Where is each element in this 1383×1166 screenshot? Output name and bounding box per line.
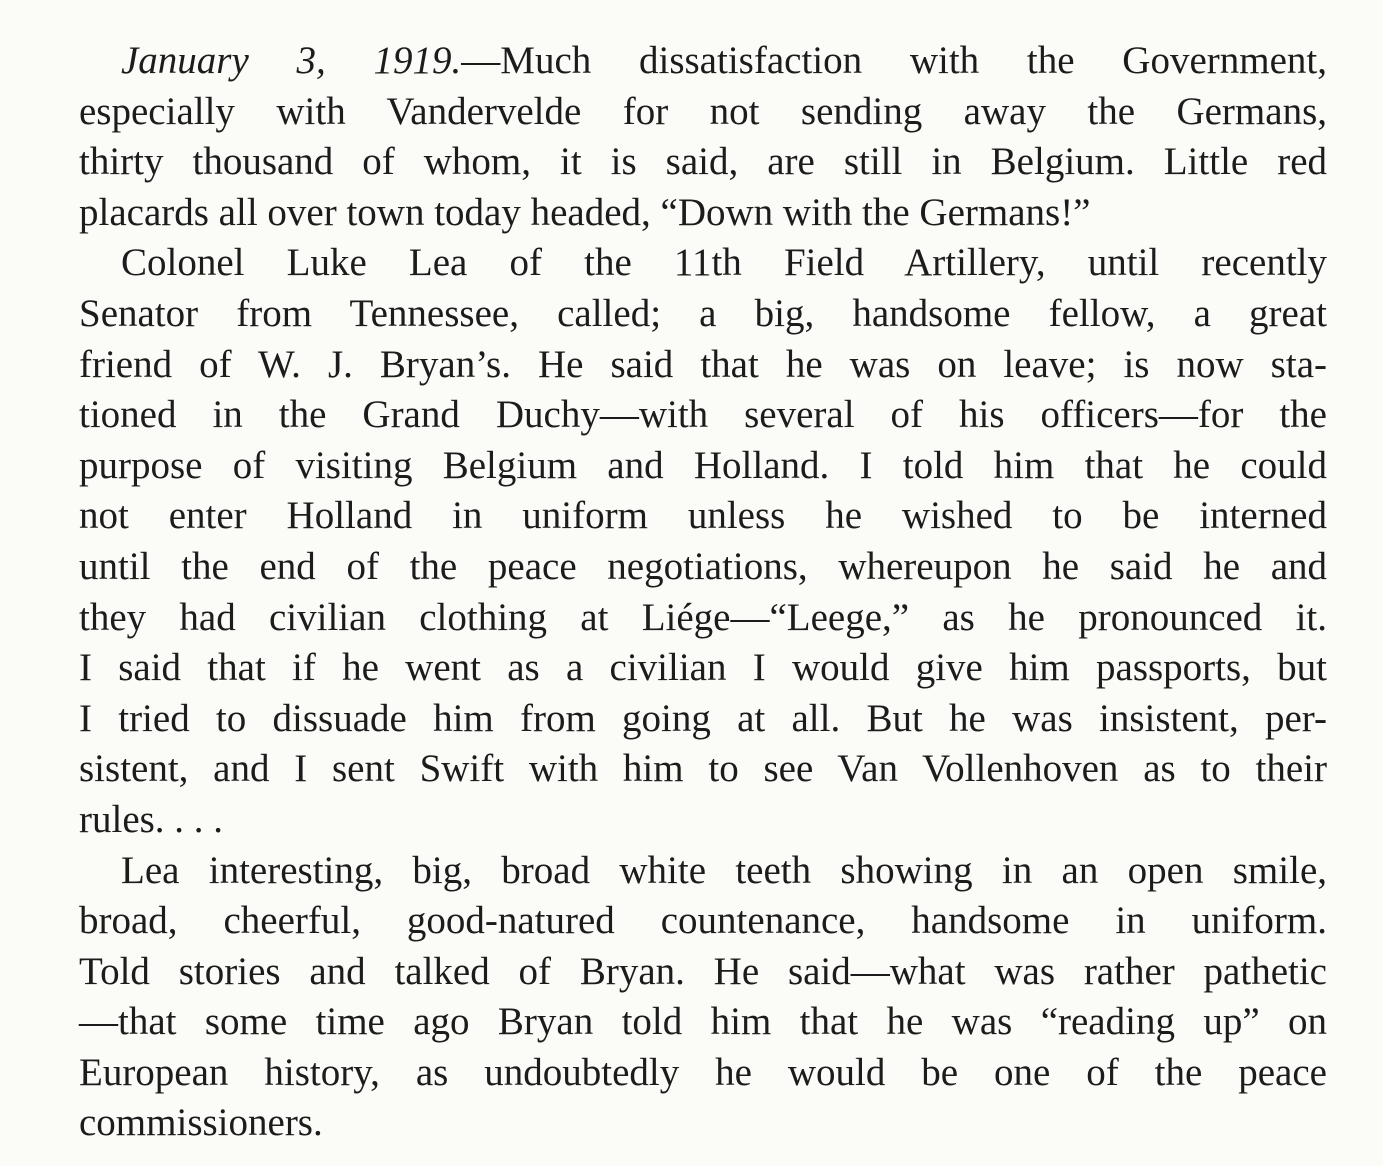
entry-date: January 3, 1919. — [121, 39, 462, 82]
text-line: thirty thousand of whom, it is said, are still in Belgium. Little red — [79, 140, 1327, 184]
paragraph-2 — [79, 238, 1327, 845]
text-line: placards all over town today headed, “Down with the Germans!” — [79, 190, 1091, 234]
text-line: rules. . . . — [79, 797, 224, 841]
text-line: commissioners. — [79, 1101, 323, 1145]
text-line: broad, cheerful, good-natured countenance, handsome in uniform. — [79, 899, 1327, 943]
text-line: especially with Vandervelde for not sending away the Germans, — [79, 89, 1327, 133]
text-line: Lea interesting, big, broad white teeth showing in an open smile, — [121, 848, 1327, 892]
paragraph-1 — [79, 36, 1327, 238]
document-page — [79, 36, 1327, 1149]
text-line: I said that if he went as a civilian I would give him passports, but — [79, 646, 1327, 690]
text-line: European history, as undoubtedly he would be one of the peace — [79, 1050, 1327, 1094]
text-line: purpose of visiting Belgium and Holland. I told him that he could — [79, 443, 1327, 487]
text-line: friend of W. J. Bryan’s. He said that he was on leave; is now sta- — [79, 342, 1327, 386]
text-line: until the end of the peace negotiations, whereupon he said he and — [79, 544, 1327, 588]
text-line: sistent, and I sent Swift with him to see Van Vollenhoven as to their — [79, 747, 1327, 791]
text-line: Told stories and talked of Bryan. He said—what was rather pathetic — [79, 949, 1327, 993]
text-line: I tried to dissuade him from going at all. But he was insistent, per- — [79, 696, 1327, 740]
text-line-content: —Much dissatisfaction with the Government, — [461, 39, 1327, 82]
text-line: tioned in the Grand Duchy—with several of his officers—for the — [79, 393, 1327, 437]
text-line — [79, 36, 1327, 87]
text-line: —that some time ago Bryan told him that he was “reading up” on — [79, 1000, 1327, 1044]
text-line: Colonel Luke Lea of the 11th Field Artillery, until recently — [121, 241, 1327, 285]
text-line: not enter Holland in uniform unless he wished to be interned — [79, 494, 1327, 538]
text-line: Senator from Tennessee, called; a big, handsome fellow, a great — [79, 291, 1327, 335]
paragraph-3 — [79, 846, 1327, 1150]
text-line: they had civilian clothing at Liége—“Leege,” as he pronounced it. — [79, 595, 1327, 639]
